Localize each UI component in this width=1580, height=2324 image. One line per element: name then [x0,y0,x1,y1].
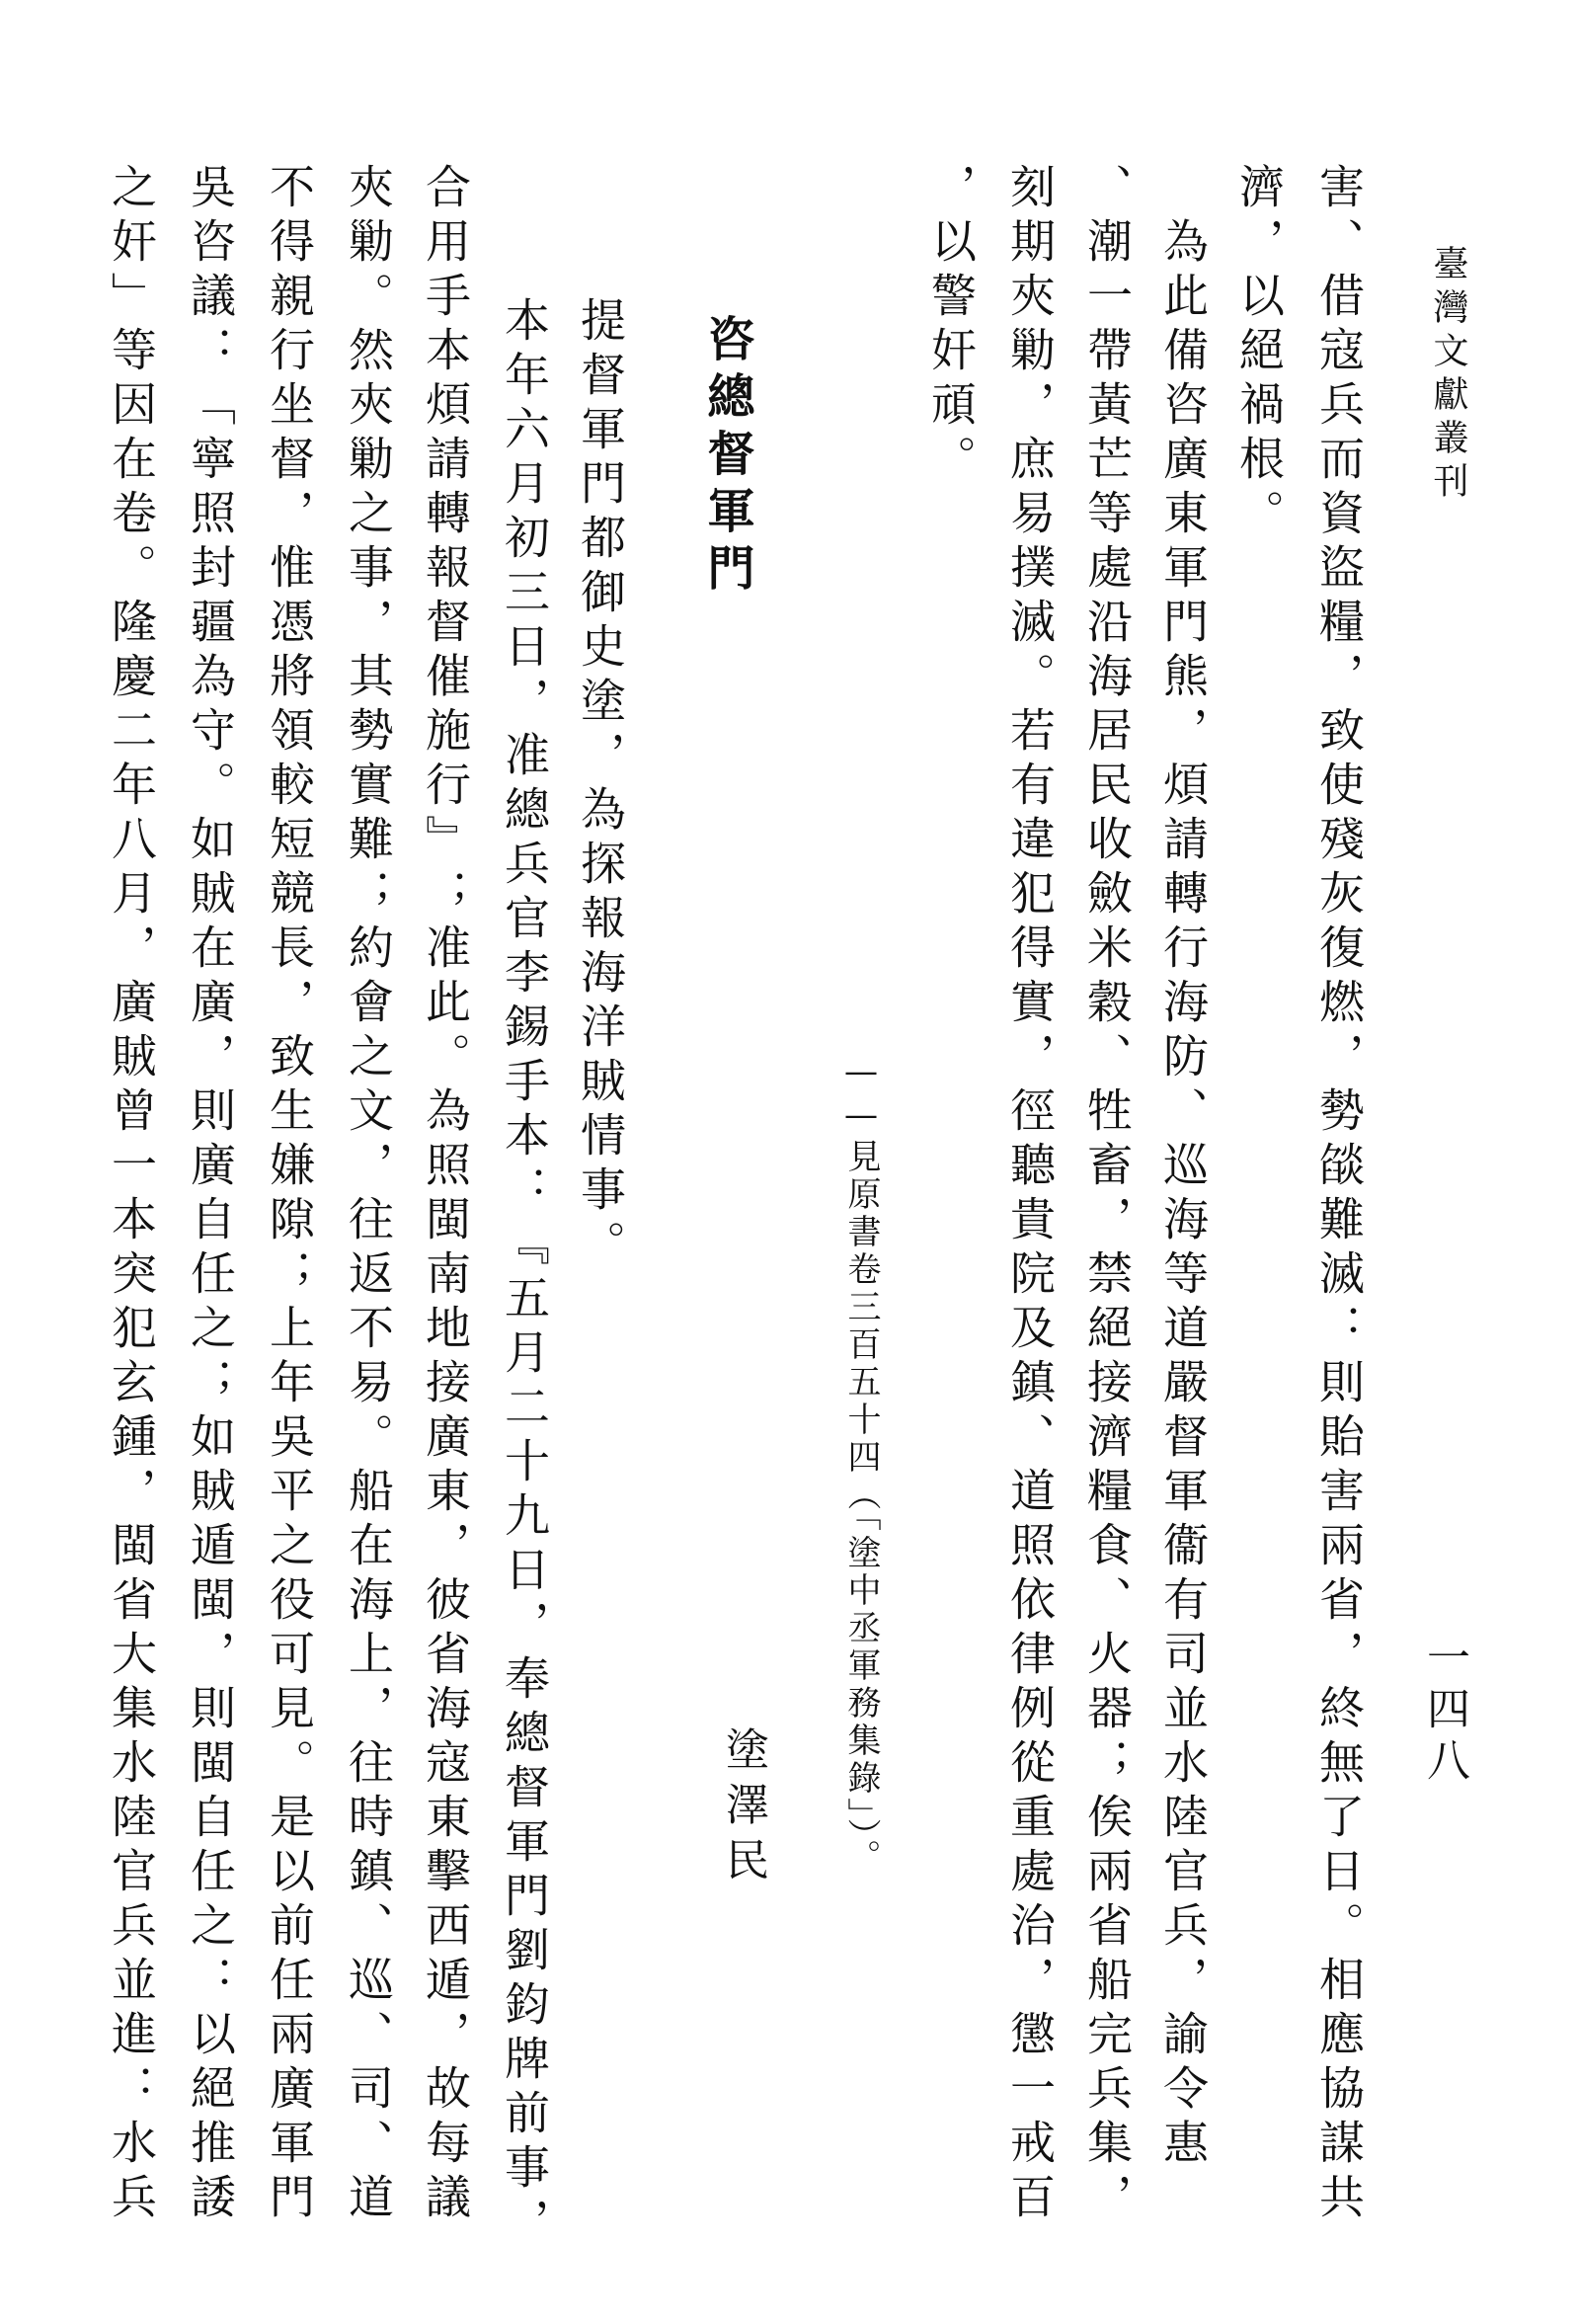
text-column: 合用手本煩請轉報督催施行』；准此。為照閩南地接廣東，彼省海寇東擊西遁，故每議 [419,163,472,2227]
text-column: 濟，以絕禍根。 [1232,163,1286,543]
text-column: 害、借寇兵而資盜糧，致使殘灰復燃，勢燄難滅：則貽害兩省，終無了日。相應協謀共 [1312,163,1366,2227]
text-column: 提督軍門都御史塗，為探報海洋賊情事。 [574,242,627,1274]
text-column: 刻期夾勦，庶易撲滅。若有違犯得實，徑聽貴院及鎮、道照依律例從重處治，懲一戒百 [1003,163,1057,2227]
author-name: 塗澤民 [718,1726,768,1892]
series-title: 臺灣文獻叢刊 [1428,245,1468,506]
text-column: 吳咨議：「寧照封疆為守。如賊在廣，則廣自任之；如賊遁閩，則閩自任之：以絕推諉 [184,163,237,2227]
text-column: 夾勦。然夾勦之事，其勢實難；約會之文，往返不易。船在海上，往時鎮、巡、司、道 [342,163,395,2227]
page-number: 一四八 [1419,1635,1469,1789]
source-citation: ——見原書卷三百五十四（「塗中丞軍務集錄」）。 [841,1052,881,1877]
text-column: 為此備咨廣東軍門熊，煩請轉行海防、巡海等道嚴督軍衞有司並水陸官兵，諭令惠 [1156,163,1210,2173]
text-column: 不得親行坐督，惟憑將領較短競長，致生嫌隙；上年吳平之役可見。是以前任兩廣軍門 [263,163,316,2227]
text-column: 本年六月初三日，准總兵官李錫手本：『五月二十九日，奉總督軍門劉鈞牌前事， [498,242,551,2252]
text-column: ，以警奸頑。 [924,163,978,489]
document-title: 咨總督軍門 [699,314,754,601]
text-column: 、潮一帶黃芒等處沿海居民收斂米穀、牲畜，禁絕接濟糧食、火器；俟兩省船完兵集， [1080,163,1134,2227]
text-column: 之奸」等因在卷。隆慶二年八月，廣賊曾一本突犯玄鍾，閩省大集水陸官兵並進：水兵 [105,163,158,2227]
